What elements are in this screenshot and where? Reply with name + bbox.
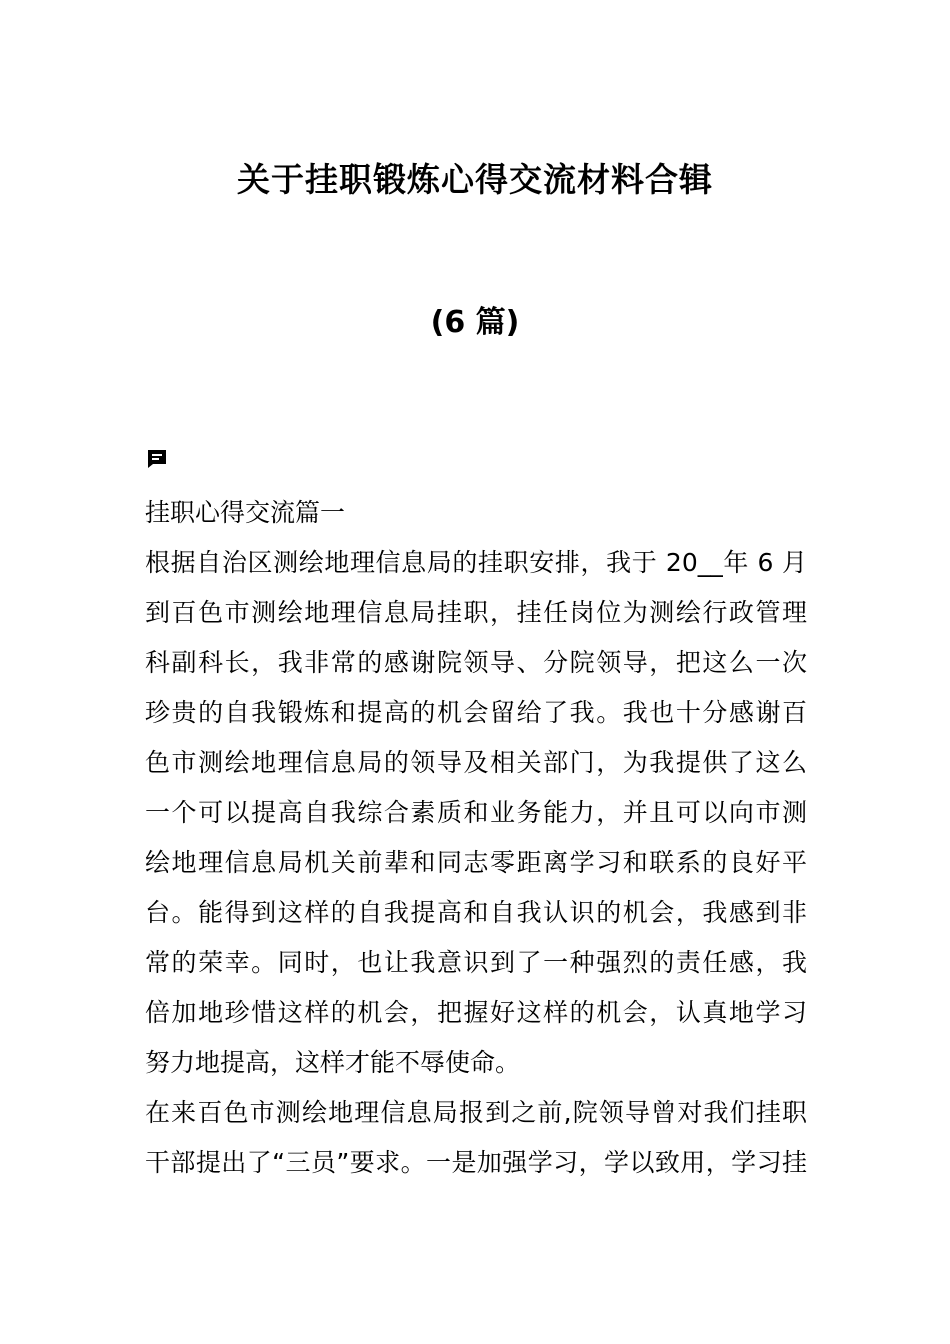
body-line: 色市测绘地理信息局的领导及相关部门，为我提供了这么 (145, 748, 807, 777)
document-title: 关于挂职锻炼心得交流材料合辑 (237, 160, 713, 199)
body-line: 绘地理信息局机关前辈和同志零距离学习和联系的良好平 (145, 848, 807, 877)
body-line: 在来百色市测绘地理信息局报到之前,院领导曾对我们挂职 (145, 1098, 807, 1127)
body-line: 台。能得到这样的自我提高和自我认识的机会，我感到非 (145, 898, 807, 927)
body-line: 一个可以提高自我综合素质和业务能力，并且可以向市测 (145, 798, 807, 827)
body-line: 努力地提高，这样才能不辱使命。 (145, 1048, 521, 1077)
section-heading: 挂职心得交流篇一 (145, 498, 346, 527)
body-line: 根据自治区测绘地理信息局的挂职安排，我于 20__年 6 月 (145, 548, 807, 577)
body-line: 珍贵的自我锻炼和提高的机会留给了我。我也十分感谢百 (145, 698, 807, 727)
body-line: 干部提出了“三员”要求。一是加强学习，学以致用，学习挂 (145, 1148, 807, 1177)
body-line: 科副科长，我非常的感谢院领导、分院领导，把这么一次 (145, 648, 807, 677)
document-subtitle: (6 篇) (430, 305, 520, 340)
body-line: 倍加地珍惜这样的机会，把握好这样的机会，认真地学习 (145, 998, 807, 1027)
body-line: 常的荣幸。同时，也让我意识到了一种强烈的责任感，我 (145, 948, 807, 977)
body-line: 到百色市测绘地理信息局挂职，挂任岗位为测绘行政管理 (145, 598, 807, 627)
document-body (145, 488, 807, 1188)
comment-icon (146, 448, 168, 470)
